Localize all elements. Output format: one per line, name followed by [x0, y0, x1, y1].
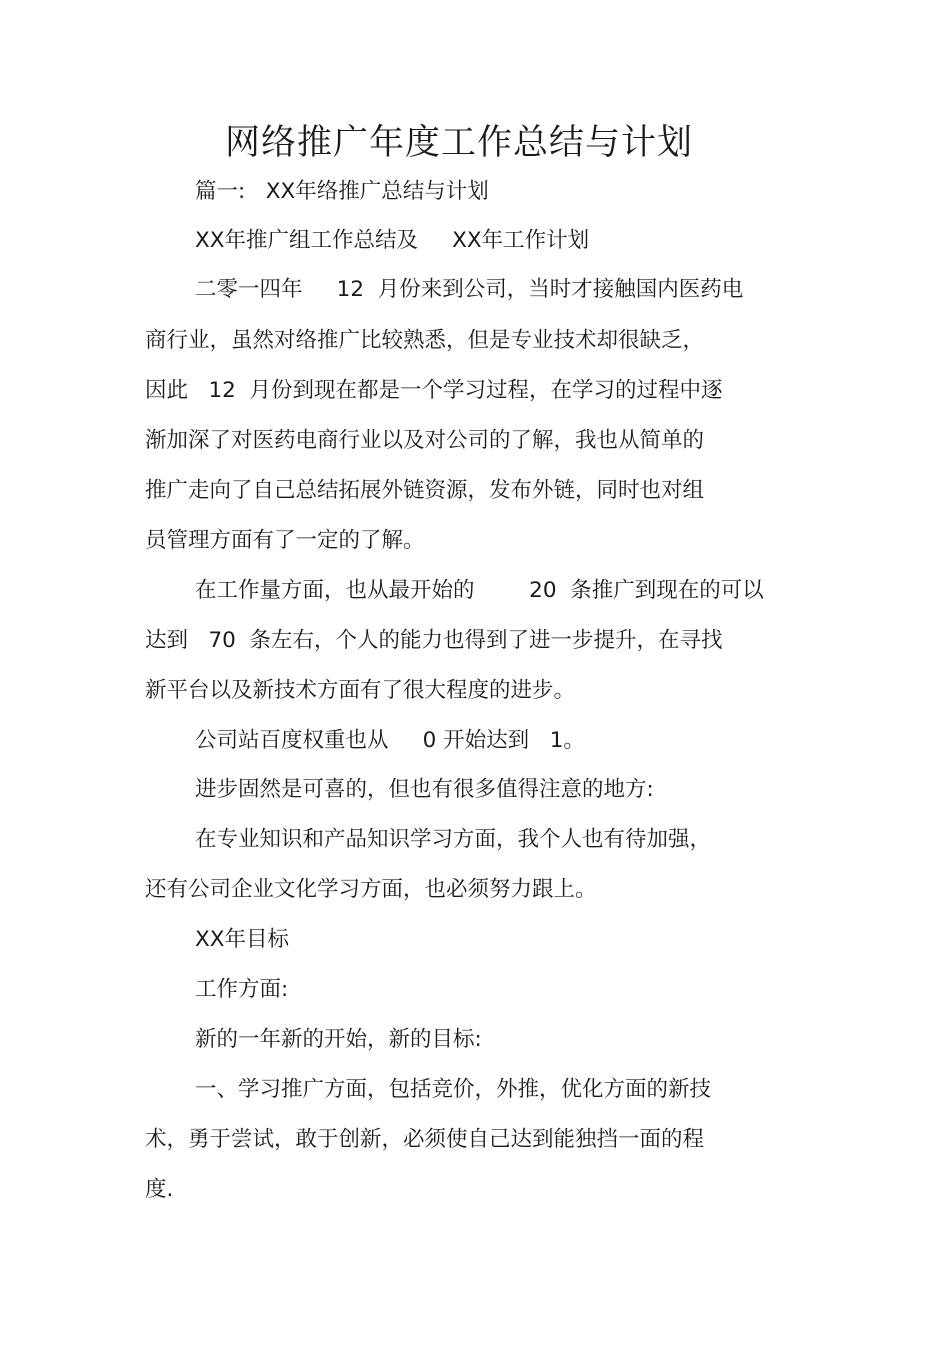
paragraph-line: 术，勇于尝试，敢于创新，必须使自己达到能独挡一面的程: [145, 1127, 705, 1152]
paragraph-line: 达到 70 条左右，个人的能力也得到了进一步提升，在寻找: [145, 628, 723, 653]
paragraph-line: 在工作量方面，也从最开始的 20 条推广到现在的可以: [195, 578, 764, 603]
paragraph-line: XX年推广组工作总结及 XX年工作计划: [195, 228, 590, 253]
paragraph-line: 一、学习推广方面，包括竞价，外推，优化方面的新技: [195, 1077, 712, 1102]
paragraph-line: 在专业知识和产品知识学习方面，我个人也有待加强，: [195, 827, 712, 852]
paragraph-line: 渐加深了对医药电商行业以及对公司的了解，我也从简单的: [145, 428, 705, 453]
paragraph-line: 度.: [145, 1177, 174, 1202]
paragraph-line: 推广走向了自己总结拓展外链资源，发布外链，同时也对组: [145, 478, 705, 503]
paragraph-line: 商行业，虽然对络推广比较熟悉，但是专业技术却很缺乏，: [145, 328, 705, 353]
paragraph-line: 新平台以及新技术方面有了很大程度的进步。: [145, 678, 576, 703]
document-title: 网络推广年度工作总结与计划: [224, 123, 693, 163]
paragraph-line: 因此 12 月份到现在都是一个学习过程，在学习的过程中逐: [145, 378, 723, 403]
paragraph-line: 员管理方面有了一定的了解。: [145, 528, 425, 553]
paragraph-line: 还有公司企业文化学习方面，也必须努力跟上。: [145, 877, 597, 902]
paragraph-line: 公司站百度权重也从 0 开始达到 1。: [195, 728, 585, 753]
paragraph-line: 新的一年新的开始，新的目标:: [195, 1027, 482, 1052]
paragraph-line: 工作方面:: [195, 977, 289, 1002]
paragraph-line: 进步固然是可喜的，但也有很多值得注意的地方:: [195, 777, 654, 802]
paragraph-line: 篇一: XX年络推广总结与计划: [195, 179, 489, 204]
paragraph-line: 二零一四年 12 月份来到公司，当时才接触国内医药电: [195, 277, 744, 302]
paragraph-line: XX年目标: [195, 927, 289, 952]
